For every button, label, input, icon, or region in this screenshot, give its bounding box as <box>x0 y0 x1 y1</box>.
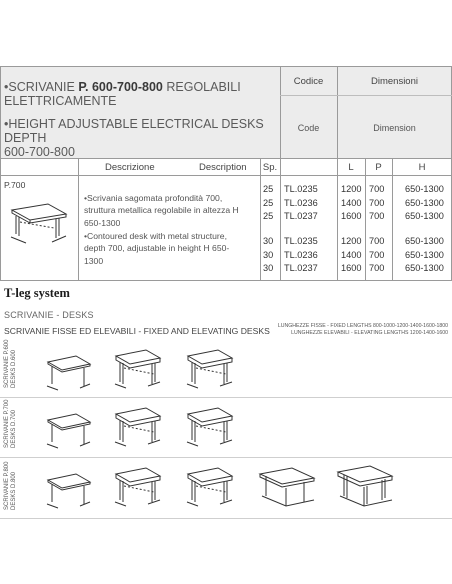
table-row <box>0 198 452 210</box>
header-dimension: Dimension <box>373 123 416 133</box>
description-english: •Contoured desk with metal structure, depth 700, adjustable in height H 650- 1300 <box>84 231 230 266</box>
section-desks: SCRIVANIE - DESKS <box>4 310 94 320</box>
cell-p: 700 <box>369 250 385 260</box>
desk-elevating-icon <box>112 402 164 450</box>
table-left-border <box>0 66 1 281</box>
table-row <box>0 211 452 223</box>
cell-p: 700 <box>369 263 385 273</box>
table-title-english: •HEIGHT ADJUSTABLE ELECTRICAL DESKS DEPTH 600-700-800 <box>4 117 264 159</box>
cell-h: 650-1300 <box>405 250 444 260</box>
cell-h: 650-1300 <box>405 211 444 221</box>
cell-h: 650-1300 <box>405 263 444 273</box>
bench-desk-icon <box>256 462 320 512</box>
cell-code: TL.0236 <box>284 198 318 208</box>
table-row <box>0 236 452 248</box>
header-l: L <box>348 162 354 173</box>
desk-elevating-icon <box>112 344 164 392</box>
cell-l: 1600 <box>341 263 362 273</box>
product-label: P.700 <box>4 180 26 190</box>
cell-l: 1200 <box>341 236 362 246</box>
desk-fixed-icon <box>44 464 94 510</box>
desk-elevating-icon <box>184 344 236 392</box>
cell-sp: 30 <box>263 263 274 273</box>
cell-sp: 25 <box>263 211 274 221</box>
header-h: H <box>418 162 426 173</box>
bench-desk-elevating-icon <box>334 460 398 512</box>
header-sp: Sp. <box>262 162 278 173</box>
cell-p: 700 <box>369 211 385 221</box>
cell-code: TL.0236 <box>284 250 318 260</box>
table-title-italian: •SCRIVANIE P. 600-700-800 REGOLABILI ELETTRICAMENTE <box>4 80 241 108</box>
col-divider-code <box>337 66 338 281</box>
cell-sp: 30 <box>263 236 274 246</box>
cell-p: 700 <box>369 184 385 194</box>
cell-p: 700 <box>369 236 385 246</box>
description-italian: •Scrivania sagomata profondità 700, struttura metallica regolabile in altezza H 650-1300 <box>84 193 239 228</box>
cell-l: 1600 <box>341 211 362 221</box>
group-label-p700: SCRIVANIE P.700 DESKS D.700 <box>4 399 17 448</box>
header-description: Description <box>199 162 247 173</box>
subsection-fixed-elevating: SCRIVANIE FISSE ED ELEVABILI - FIXED AND ELEVATING DESKS <box>4 326 270 336</box>
group-label-p600: SCRIVANIE P.600 DESKS D.600 <box>4 339 17 388</box>
header-descrizione: Descrizione <box>105 162 155 173</box>
cell-h: 650-1300 <box>405 184 444 194</box>
header-codice: Codice <box>293 76 324 87</box>
table-subheader-bottom-border <box>0 175 452 176</box>
desk-elevating-icon <box>112 462 164 510</box>
header-code: Code <box>297 123 320 133</box>
tleg-heading: T-leg system <box>4 286 70 300</box>
cell-code: TL.0235 <box>284 184 318 194</box>
cell-sp: 25 <box>263 184 274 194</box>
group-label-p800: SCRIVANIE P.800 DESKS D.800 <box>4 461 17 510</box>
cell-code: TL.0235 <box>284 236 318 246</box>
cell-l: 1200 <box>341 184 362 194</box>
table-row <box>0 184 452 196</box>
desk-elevating-icon <box>184 402 236 450</box>
table-row <box>0 250 452 262</box>
cell-code: TL.0237 <box>284 211 318 221</box>
col-divider-sp <box>280 66 281 281</box>
header-dimensioni: Dimensioni <box>371 76 418 87</box>
desk-fixed-icon <box>44 346 94 392</box>
cell-h: 650-1300 <box>405 198 444 208</box>
header-inner-divider <box>280 95 452 96</box>
table-top-border <box>0 66 452 67</box>
desk-elevating-icon <box>184 462 236 510</box>
table-bottom-border <box>0 280 452 281</box>
cell-code: TL.0237 <box>284 263 318 273</box>
group-divider-2 <box>0 457 452 458</box>
table-row <box>0 263 452 275</box>
desk-fixed-icon <box>44 404 94 450</box>
cell-l: 1400 <box>341 250 362 260</box>
cell-p: 700 <box>369 198 385 208</box>
cell-h: 650-1300 <box>405 236 444 246</box>
lengths-info: LUNGHEZZE FISSE - FIXED LENGTHS 800-1000-1200-1400-1600-1800 LUNGHEZZE ELEVABILI - ELEVATING LENGTHS 1200-1400-1600 <box>277 323 448 336</box>
header-p: P <box>375 162 382 173</box>
cell-l: 1400 <box>341 198 362 208</box>
cell-sp: 25 <box>263 198 274 208</box>
cell-sp: 30 <box>263 250 274 260</box>
group-divider-1 <box>0 397 452 398</box>
group-divider-3 <box>0 518 452 519</box>
